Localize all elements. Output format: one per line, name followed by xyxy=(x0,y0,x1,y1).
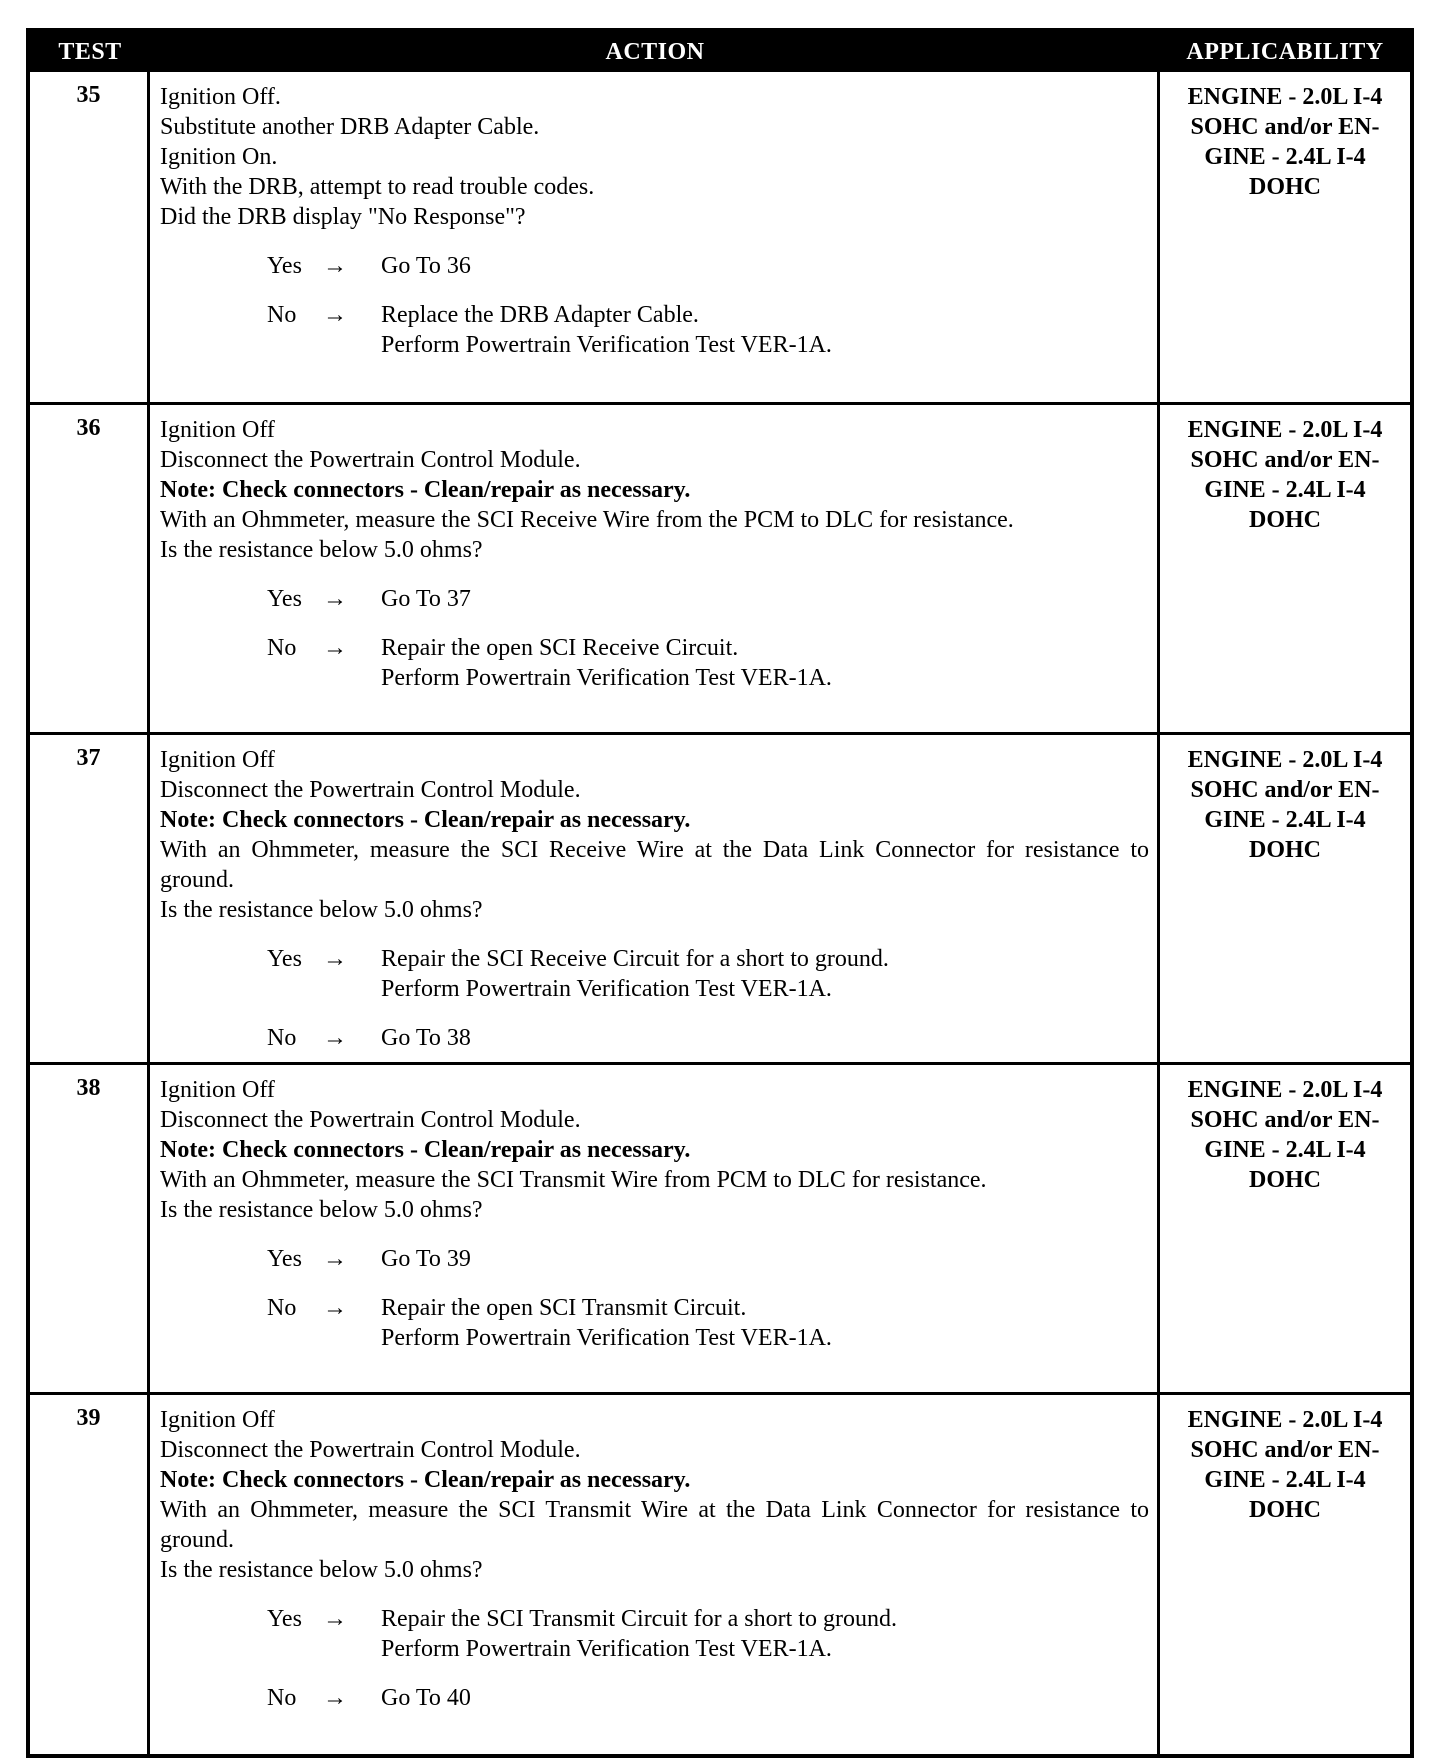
test-number: 39 xyxy=(30,1395,150,1754)
outcomes xyxy=(160,1244,1149,1353)
applicability: ENGINE - 2.0L I-4 SOHC and/or EN-GINE - 2.4L I-4 DOHC xyxy=(1187,417,1383,533)
table-row xyxy=(30,72,1410,402)
arrow-icon: → xyxy=(323,946,347,972)
outcome-result xyxy=(381,1604,1149,1664)
header-applicability: APPLICABILITY xyxy=(1186,38,1384,65)
outcome-result xyxy=(381,1683,1149,1713)
outcome-line: Perform Powertrain Verification Test VER-1A. xyxy=(381,332,832,358)
action-step: Disconnect the Powertrain Control Module. xyxy=(160,777,581,803)
outcome-label: Yes xyxy=(267,1606,302,1632)
applicability: ENGINE - 2.0L I-4 SOHC and/or EN-GINE - 2.4L I-4 DOHC xyxy=(1187,747,1383,863)
action-step: With the DRB, attempt to read trouble codes. xyxy=(160,174,595,200)
action-step: Disconnect the Powertrain Control Module. xyxy=(160,1107,581,1133)
action-step: With an Ohmmeter, measure the SCI Transmit Wire at the Data Link Connector for resistance to ground. xyxy=(160,1497,1149,1553)
table-body xyxy=(30,72,1410,1754)
outcome-label: Yes xyxy=(267,586,302,612)
outcome-line: Repair the open SCI Transmit Circuit. xyxy=(381,1295,747,1321)
action-step: Is the resistance below 5.0 ohms? xyxy=(160,897,483,923)
header-test: TEST xyxy=(58,38,122,65)
action-step: Ignition Off. xyxy=(160,84,281,110)
outcome-line: Perform Powertrain Verification Test VER-1A. xyxy=(381,1325,832,1351)
outcome-result xyxy=(381,584,1149,614)
outcome-line: Perform Powertrain Verification Test VER-1A. xyxy=(381,976,832,1002)
applicability: ENGINE - 2.0L I-4 SOHC and/or EN-GINE - 2.4L I-4 DOHC xyxy=(1187,1077,1383,1193)
outcome-result xyxy=(381,633,1149,693)
arrow-icon: → xyxy=(323,253,347,279)
outcome-line: Go To 39 xyxy=(381,1246,471,1272)
action-cell xyxy=(150,72,1160,402)
action-note: Note: Check connectors - Clean/repair as necessary. xyxy=(160,1137,691,1163)
table-row xyxy=(30,402,1410,732)
outcome xyxy=(267,1244,1149,1274)
arrow-icon: → xyxy=(323,302,347,328)
header-action: ACTION xyxy=(605,38,705,65)
test-number: 37 xyxy=(30,735,150,1062)
test-number: 36 xyxy=(30,405,150,732)
action-step: Is the resistance below 5.0 ohms? xyxy=(160,537,483,563)
action-cell xyxy=(150,735,1160,1062)
action-step: Ignition On. xyxy=(160,144,278,170)
outcome-label: Yes xyxy=(267,253,302,279)
outcome-line: Perform Powertrain Verification Test VER-1A. xyxy=(381,1636,832,1662)
outcome-result xyxy=(381,1244,1149,1274)
outcome-label: No xyxy=(267,1025,297,1051)
action-cell xyxy=(150,1395,1160,1754)
outcome-label: No xyxy=(267,1685,297,1711)
outcome-label: No xyxy=(267,1295,297,1321)
arrow-icon: → xyxy=(323,1025,347,1051)
test-number: 38 xyxy=(30,1065,150,1392)
outcome-result xyxy=(381,251,1149,281)
action-note: Note: Check connectors - Clean/repair as necessary. xyxy=(160,807,691,833)
outcome-label: Yes xyxy=(267,946,302,972)
table-header xyxy=(30,32,1410,72)
outcome xyxy=(267,1023,1149,1053)
outcome-line: Go To 37 xyxy=(381,586,471,612)
outcome xyxy=(267,584,1149,614)
outcome xyxy=(267,1683,1149,1713)
diagnostic-test-table xyxy=(26,28,1414,1758)
action-step: Did the DRB display "No Response"? xyxy=(160,204,526,230)
outcomes xyxy=(160,944,1149,1053)
action-step: Disconnect the Powertrain Control Module. xyxy=(160,1437,581,1463)
action-note: Note: Check connectors - Clean/repair as necessary. xyxy=(160,477,691,503)
outcome xyxy=(267,1604,1149,1664)
outcome-line: Repair the open SCI Receive Circuit. xyxy=(381,635,739,661)
action-step: With an Ohmmeter, measure the SCI Transmit Wire from PCM to DLC for resistance. xyxy=(160,1167,987,1193)
table-row xyxy=(30,732,1410,1062)
table-row xyxy=(30,1392,1410,1754)
outcome-line: Repair the SCI Receive Circuit for a short to ground. xyxy=(381,946,889,972)
outcome-line: Perform Powertrain Verification Test VER-1A. xyxy=(381,665,832,691)
outcome-label: No xyxy=(267,302,297,328)
outcome-label: Yes xyxy=(267,1246,302,1272)
outcome-line: Repair the SCI Transmit Circuit for a short to ground. xyxy=(381,1606,897,1632)
arrow-icon: → xyxy=(323,635,347,661)
action-step: Disconnect the Powertrain Control Module. xyxy=(160,447,581,473)
outcome-label: No xyxy=(267,635,297,661)
action-step: Ignition Off xyxy=(160,1407,275,1433)
outcome xyxy=(267,633,1149,693)
outcome xyxy=(267,944,1149,1004)
outcome-result xyxy=(381,1023,1149,1053)
action-cell xyxy=(150,405,1160,732)
action-step: Ignition Off xyxy=(160,747,275,773)
outcome-result xyxy=(381,1293,1149,1353)
table-row xyxy=(30,1062,1410,1392)
action-step: Substitute another DRB Adapter Cable. xyxy=(160,114,540,140)
outcome-line: Go To 38 xyxy=(381,1025,471,1051)
test-number: 35 xyxy=(30,72,150,402)
outcome-result xyxy=(381,300,1149,360)
outcomes xyxy=(160,251,1149,360)
outcome xyxy=(267,251,1149,281)
applicability: ENGINE - 2.0L I-4 SOHC and/or EN-GINE - 2.4L I-4 DOHC xyxy=(1187,84,1383,200)
outcome-line: Replace the DRB Adapter Cable. xyxy=(381,302,699,328)
arrow-icon: → xyxy=(323,1246,347,1272)
action-step: Ignition Off xyxy=(160,1077,275,1103)
outcomes xyxy=(160,1604,1149,1713)
outcomes xyxy=(160,584,1149,693)
arrow-icon: → xyxy=(323,1685,347,1711)
action-step: Ignition Off xyxy=(160,417,275,443)
action-step: Is the resistance below 5.0 ohms? xyxy=(160,1197,483,1223)
arrow-icon: → xyxy=(323,1606,347,1632)
action-cell xyxy=(150,1065,1160,1392)
outcome-line: Go To 40 xyxy=(381,1685,471,1711)
action-step: With an Ohmmeter, measure the SCI Receive Wire at the Data Link Connector for resistance to ground. xyxy=(160,837,1149,893)
action-step: Is the resistance below 5.0 ohms? xyxy=(160,1557,483,1583)
action-step: With an Ohmmeter, measure the SCI Receive Wire from the PCM to DLC for resistance. xyxy=(160,507,1014,533)
arrow-icon: → xyxy=(323,586,347,612)
outcome xyxy=(267,1293,1149,1353)
action-note: Note: Check connectors - Clean/repair as necessary. xyxy=(160,1467,691,1493)
applicability: ENGINE - 2.0L I-4 SOHC and/or EN-GINE - 2.4L I-4 DOHC xyxy=(1187,1407,1383,1523)
outcome-result xyxy=(381,944,1149,1004)
outcome xyxy=(267,300,1149,360)
outcome-line: Go To 36 xyxy=(381,253,471,279)
arrow-icon: → xyxy=(323,1295,347,1321)
